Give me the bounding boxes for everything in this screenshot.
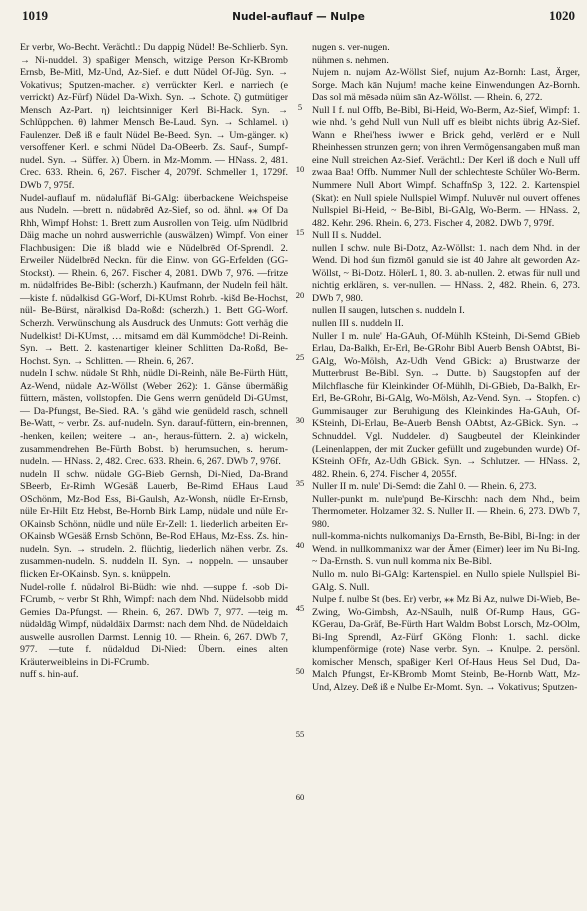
entry-paragraph: null-komma-nichts nulkomaniχs Da-Ernsth, Be-Bibl, Bi-Ing: in der Wend. in nullkommanixz war der Ämer (Eimer) leer im Nu Bi-Ing. ~ Da-Ernsth. S. vun null komma nix Be-Bibl. — [312, 531, 580, 568]
line-number: 15 — [295, 227, 305, 237]
left-column — [20, 42, 288, 682]
entry-paragraph: Null II s. Nuddel. — [312, 230, 382, 242]
line-number: 10 — [295, 164, 305, 174]
line-number: 55 — [295, 729, 305, 739]
page-number-left: 1019 — [22, 8, 48, 23]
entry-paragraph: nuff s. hin-auf. — [20, 669, 79, 681]
line-number: 25 — [295, 352, 305, 362]
entry-paragraph: nullen III s. nuddeln II. — [312, 318, 404, 330]
entry-paragraph: Nuller-punkt m. nulɐ'puŋd Be-Kirschh: nach dem Nhd., beim Thermometer. Holzamer 32. S. Nuller II. — Rhein. 6, 273. DWb 7, 980. — [312, 493, 580, 530]
entry-paragraph: nullen I schw. nulɐ Bi-Dotz, Az-Wöllst: 1. nach dem Nhd. in der Wend. Di hod śun fizmōl gənuld sie ist 40 Jahre alt geworden Az-Wöllst, ~ Bi-Dotz. HölerL 1, 80. 3. ab-nullen. 2. etwas für null und nichtig erklären, s. ver-nullen. — HNass. 2, 482. Rhein. 6, 273. DWb 7, 980. — [312, 242, 580, 304]
entry-paragraph: Nuller I m. nulɐ' Ha-GAuh, Of-Mühlh KSteinh, Di-Semd GBieb Erlau, Da-Balkh, Er-Erl, Be-GRohr Bibl Auerb Bensh OAbtst, Bi-GAlg, Wo-Mölsh, Az-Udh Vend GBick: a) Brustwarze der Mutterbrust Be-Bibl. Syn. → Dutte. b) Saugstopfen auf der Milchflasche für Kleinkinder Of-Mühlh, Di-GBieb, Da-Balkh, Er-Erl, Be-GRohr, Bi-GAlg, Wo-Mölsh, Az-Vend. Syn. → Stopfen. c) Gummisauger zur Beruhigung des Kleinkindes Ha-GAuh, Of-KSteinh, Di-Erlau, Be-Auerb Bensh OAbtst, Az-GBick. Syn. → Schnuddel. Vgl. Nuddeler. d) Saugbeutel der Kleinkinder (Leinenlappen, der mit Zucker gefüllt und zugebunden wurde) Of-KSteinh OFfr, Az-Udh GBick. Syn. → Schlutzer. — HNass. 2, 482. Rhein. 6, 274. Fischer 4, 2055f. — [312, 330, 580, 480]
entry-paragraph: nudeln I schw. nüdəlɐ St Rhh, nüdlɐ Di-Reinh, nälɐ Be-Fürth Hütt, Az-Wend, nüdəlɐ Az-Wöllst (Weber 262): 1. Gänse übermäßig füttern, mästen, vollstopfen. Die Gens werrn genüdeld Di-GUmst, — Da-Pfungst, Be-Sied. RA. 's gähd wie genüdeld rasch, schnell Be-Watt, ~ verbr. Zs. auf-nudeln. Syn. darauf-füttern, ein-brennen, -henken, keilen; weitere → an-, heraus-füttern. 2. a) wickeln, zusammendrehen Be-Fürth Bobst. b) herumsuchen, s. herum-nudeln. — HNass. 2, 482. Crec. 633. Rhein. 6, 267. DWb 7, 976f. — [20, 368, 288, 468]
entry-paragraph: nullen II saugen, lutschen s. nuddeln I. — [312, 305, 465, 317]
right-column — [312, 42, 580, 694]
line-number: 40 — [295, 540, 305, 550]
entry-paragraph: Nuller II m. nulɐ' Di-Semd: die Zahl 0. — Rhein. 6, 273. — [312, 481, 537, 493]
running-title: Nudel-auflauf — Nulpe — [232, 11, 365, 23]
entry-paragraph: Nudel-rolle f. nüdəlrol Bi-Büdh: wie nhd. —suppe f. -sob Di-FCrumb, ~ verbr St Rhh, Wimpf: nach dem Nhd. Nüdelsobb midd Gemies Da-Pfungst. — Rhein. 6, 267. DWb 7, 977. —teig m. nüdəldāg Wimpf, nüdəldāix Darmst: nach dem Nhd. de Nüdeldaich auswelle ausrollen Darmst. Lennig 10. — Rhein. 6, 267. DWb 7, 977. —tute f. nüdəldud Di-Nied: Übern. eines alten Kräuterweibleins in Di-FCrumb. — [20, 581, 288, 668]
entry-paragraph: nudeln II schw. nüdəlɐ GG-Bieb Gernsh, Di-Nied, Da-Brand SBeerb, Er-Rimh WGesäß Lauerb, Be-Rimd EHaus Laud OSchönm, Mz-Bod Ess, Bi-Gaulsh, Az-Wonsh, nüdlɐ Er-Ernsb, nülɐ Er-Hilt Etz Hebst, Be-Hornb Birk Lamp, nüdəlɐ und nülɐ Er-OKainsb Schönn, nüdlɐ und nülɐ Er-Zell: 1. liederlich arbeiten Er-OKainsb WGesäß Ernsb Schönn, Be-Rod EHaus, Mz-Ess. Zs. hin-nudeln. Syn. → strudeln. 2. flüchtig, liederlich nähen verbr. Zs. zusammen-nudeln. S. nuddeln II. Syn. → noppeln. — unsauber flicken Er-OKainsb. Syn. s. knüppeln. — [20, 468, 288, 580]
line-number: 35 — [295, 478, 305, 488]
entry-paragraph: Null I f. nul Offb, Be-Bibl, Bi-Heid, Wo-Berm, Az-Sief, Wimpf: 1. wie nhd. 's gehd Null vun Null uff es bleibt nichts übrig Az-Sief. Wann e Rhei'hess iwwer e Brick gehd, verlērd er e Null Rheinhessen strunzen gern; von ihren Vermögensangaben muß man eine Null streichen Az-Sief. Verächtl.: Der Kerl iß doch e Null uff zwaa Baa! Offb. Nummer Null der schlechteste Schüler Wo-Berm. Nummere Null Abort Wimpf. SchaffnSp 3, 122. 2. Kartenspiel (Skat): en Null spiele Nullspiel Wimpf. Nuluvēr nul ouvert offenes Nullspiel Bi-Heid, ~ Be-Bibl, Bi-GAlg, Wo-Berm. — HNass. 2, 482. Kehr. 296. Rhein. 6, 273. Fischer 4, 2082. DWb 7, 979f. — [312, 104, 580, 229]
line-number: 60 — [295, 792, 305, 802]
entry-paragraph: Nullo m. nulo Bi-GAlg: Kartenspiel. en Nullo spiele Nullspiel Bi-GAlg. S. Null. — [312, 568, 580, 593]
page-number-right: 1020 — [548, 8, 575, 23]
entry-paragraph: Er verbr, Wo-Becht. Verächtl.: Du dappig Nüdel! Be-Schlierb. Syn. → Ni-nuddel. 3) spaßiger Mensch, witzige Person Kr-KBromb Ernsb, Be-Mitl, Mz-Und, Az-Sief. e dutt Nüdel Of-Jüg. Syn. → Vokativus; Sputzen-macher. ε) verrückter Kerl. e narriech (e verrickt) Az-Fürf) Nüdel Da-Wixh. Syn. → Schote. ζ) gutmütiger Mensch Az-Part. η) leichtsinniger Kerl Bi-Hack. Syn. → Schlüppchen. θ) lahmer Mensch Be-Laud. Syn. → Schlamel. ι) Faulenzer. Deß iß e fault Nüdel Be-Beed. Syn. → Um-gänger. κ) versoffener Kerl. e schmi Nüdel Da-OBeerb. Zs. Sauf-, Sumpf-nudel. Syn. → Süffer. λ) Übern. in Mz-Momm. — HNass. 2, 481. Crec. 633. Rhein. 6, 267. Fischer 4, 2079f. Schmeller 1, 1729f. DWb 7, 975f. — [20, 42, 288, 192]
line-number: 20 — [295, 290, 305, 300]
line-number: 50 — [295, 666, 305, 676]
page-header — [22, 8, 575, 26]
line-number: 45 — [295, 603, 305, 613]
entry-paragraph: nugen s. ver-nugen. — [312, 42, 390, 53]
entry-paragraph: nühmen s. nehmen. — [312, 54, 389, 66]
line-number: 30 — [295, 415, 305, 425]
entry-paragraph: Nujem n. nujəm Az-Wöllst Sief, nujum Az-Bornh: Last, Ärger, Sorge. Mach kān Nujum! mache keine Einwendungen Az-Bornh. Das sol mä mēsədə nüim sān Az-Wöllst. — Rhein. 6, 272. — [312, 67, 580, 104]
entry-paragraph: Nudel-auflauf m. nüdəlufläf Bi-GAlg: überbackene Weichspeise aus Nudeln. —brett n. nüdəbrēd Az-Sief, so od. ähnl. ⁎⁎ Of Da Rhh, Wimpf Hohst: 1. Brett zum Ausrollen von Teig. uſm Nüdlbrid Däig mache un nohrd auswerrichle (auswälzen) Wimpf. Von einer Flachbusigen: Die iß bladd wie e Nüdelbrēd Of-Sprendl. 2. Erweiler Nüdelbrēd Neckn. für die Einw. von GG-Erfelden (GG-Stockst). — Rhein. 6, 267. Fischer 4, 2081. DWb 7, 976. —fritze m. nüdəlfrides Be-Bibl: (scherzh.) Kaufmann, der Nudeln feil hält. —kiste f. nüdəlkisd GG-Worf, Di-KUmst Rohrb. -kišd Be-Hochst, nül- Be-Bürst, närəlkisd Da-Roßd: (scherzh.) 1. Bett GG-Worf. Scherzh. Verwünschung als Ausdruck des Unmuts: Gott verhäg die Nudelkist! Di-KUmst, … mitsamd em däl Kummödche! Di-Reinh. Syn. → Bett. 2. kastenartiger kleiner Schlitten Da-Roßd, Be-Hochst. Syn. → Schlitten. — Rhein. 6, 267. — [20, 192, 288, 367]
line-number: 5 — [297, 102, 303, 112]
entry-paragraph: Nulpe f. nulbɐ St (bes. Er) verbr, ⁎⁎ Mz Bi Az, nulwɐ Di-Wieb, Be-Zwing, Wo-Gimbsh, Az-NSaulh, nulß Of-Rump Haus, GG-KGerau, Da-Gräf, Be-Fürth Hart Waldm Bobst Lorsch, Mz-OOlm, Bi-Ing Sprendl, Az-Fürf GKöng Flonh: 1. sachl. dicke klumpenförmige (rote) Nase verbr. Syn. → Knulpe. 2. persönl. komischer Mensch, spaßiger Kerl Of-Haus Heus Sel Dud, Da-Malch Pfungst, Er-KBromb Momt Steinb, Be-Hornb Watt, Mz-Und, Alzey. Deß iß e Nulbe Er-Momt. Syn. → Vokativus; Sputzen- — [312, 594, 580, 693]
